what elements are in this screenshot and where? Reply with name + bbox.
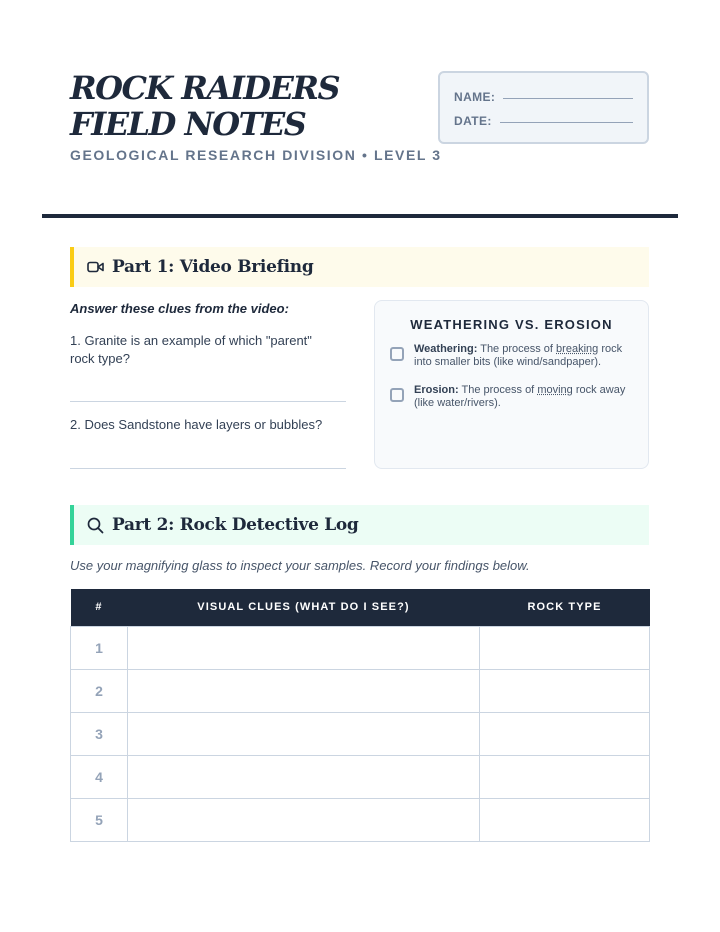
question-1: 1. Granite is an example of which "parent" rock type? xyxy=(70,333,312,366)
erosion-definition: Erosion: The process of moving rock away (like water/rivers). xyxy=(414,384,626,409)
table-row xyxy=(71,626,650,669)
rock-type-cell[interactable] xyxy=(480,712,650,755)
weathering-checkbox[interactable] xyxy=(390,347,404,361)
rock-type-cell[interactable] xyxy=(480,626,650,669)
row-number: 5 xyxy=(71,798,128,841)
rock-type-cell[interactable] xyxy=(480,798,650,841)
weathering-item xyxy=(390,343,636,369)
page-title: ROCK RAIDERS FIELD NOTES xyxy=(70,69,340,143)
row-number: 1 xyxy=(71,626,128,669)
table-header-row xyxy=(71,589,650,626)
column-header-rock-type: ROCK TYPE xyxy=(480,589,650,626)
video-camera-icon xyxy=(86,258,104,276)
date-field[interactable] xyxy=(500,122,633,123)
part2-heading-text: Part 2: Rock Detective Log xyxy=(112,515,359,535)
weathering-definition: Weathering: The process of breaking rock into smaller bits (like wind/sandpaper). xyxy=(414,343,623,368)
column-header-number: # xyxy=(71,589,128,626)
question-2: 2. Does Sandstone have layers or bubbles? xyxy=(70,417,323,432)
table-row xyxy=(71,712,650,755)
visual-clues-cell[interactable] xyxy=(128,669,480,712)
part1-heading xyxy=(70,247,649,287)
name-label: NAME: xyxy=(454,90,496,104)
part1-heading-text: Part 1: Video Briefing xyxy=(112,257,314,277)
weathering-box-title: WEATHERING VS. EROSION xyxy=(410,317,613,332)
magnifying-glass-icon xyxy=(86,516,104,534)
column-header-visual-clues: VISUAL CLUES (WHAT DO I SEE?) xyxy=(128,589,480,626)
answer-line-2[interactable] xyxy=(70,468,346,469)
header-divider xyxy=(42,214,678,218)
visual-clues-cell[interactable] xyxy=(128,712,480,755)
visual-clues-cell[interactable] xyxy=(128,798,480,841)
row-number: 4 xyxy=(71,755,128,798)
table-row xyxy=(71,669,650,712)
visual-clues-cell[interactable] xyxy=(128,755,480,798)
name-date-box xyxy=(438,71,649,144)
name-field[interactable] xyxy=(503,98,633,99)
visual-clues-cell[interactable] xyxy=(128,626,480,669)
part2-heading xyxy=(70,505,649,545)
date-row xyxy=(454,113,633,129)
table-row xyxy=(71,798,650,841)
part2-instruction: Use your magnifying glass to inspect your samples. Record your findings below. xyxy=(70,558,530,573)
rock-type-cell[interactable] xyxy=(480,669,650,712)
name-row xyxy=(454,89,633,105)
date-label: DATE: xyxy=(454,114,492,128)
rock-detective-table xyxy=(70,589,650,842)
part1-instruction: Answer these clues from the video: xyxy=(70,301,289,316)
page-subtitle: GEOLOGICAL RESEARCH DIVISION • LEVEL 3 xyxy=(70,147,442,163)
erosion-item xyxy=(390,384,636,410)
weathering-erosion-box xyxy=(374,300,649,469)
row-number: 3 xyxy=(71,712,128,755)
erosion-checkbox[interactable] xyxy=(390,388,404,402)
answer-line-1[interactable] xyxy=(70,401,346,402)
table-row xyxy=(71,755,650,798)
rock-type-cell[interactable] xyxy=(480,755,650,798)
row-number: 2 xyxy=(71,669,128,712)
